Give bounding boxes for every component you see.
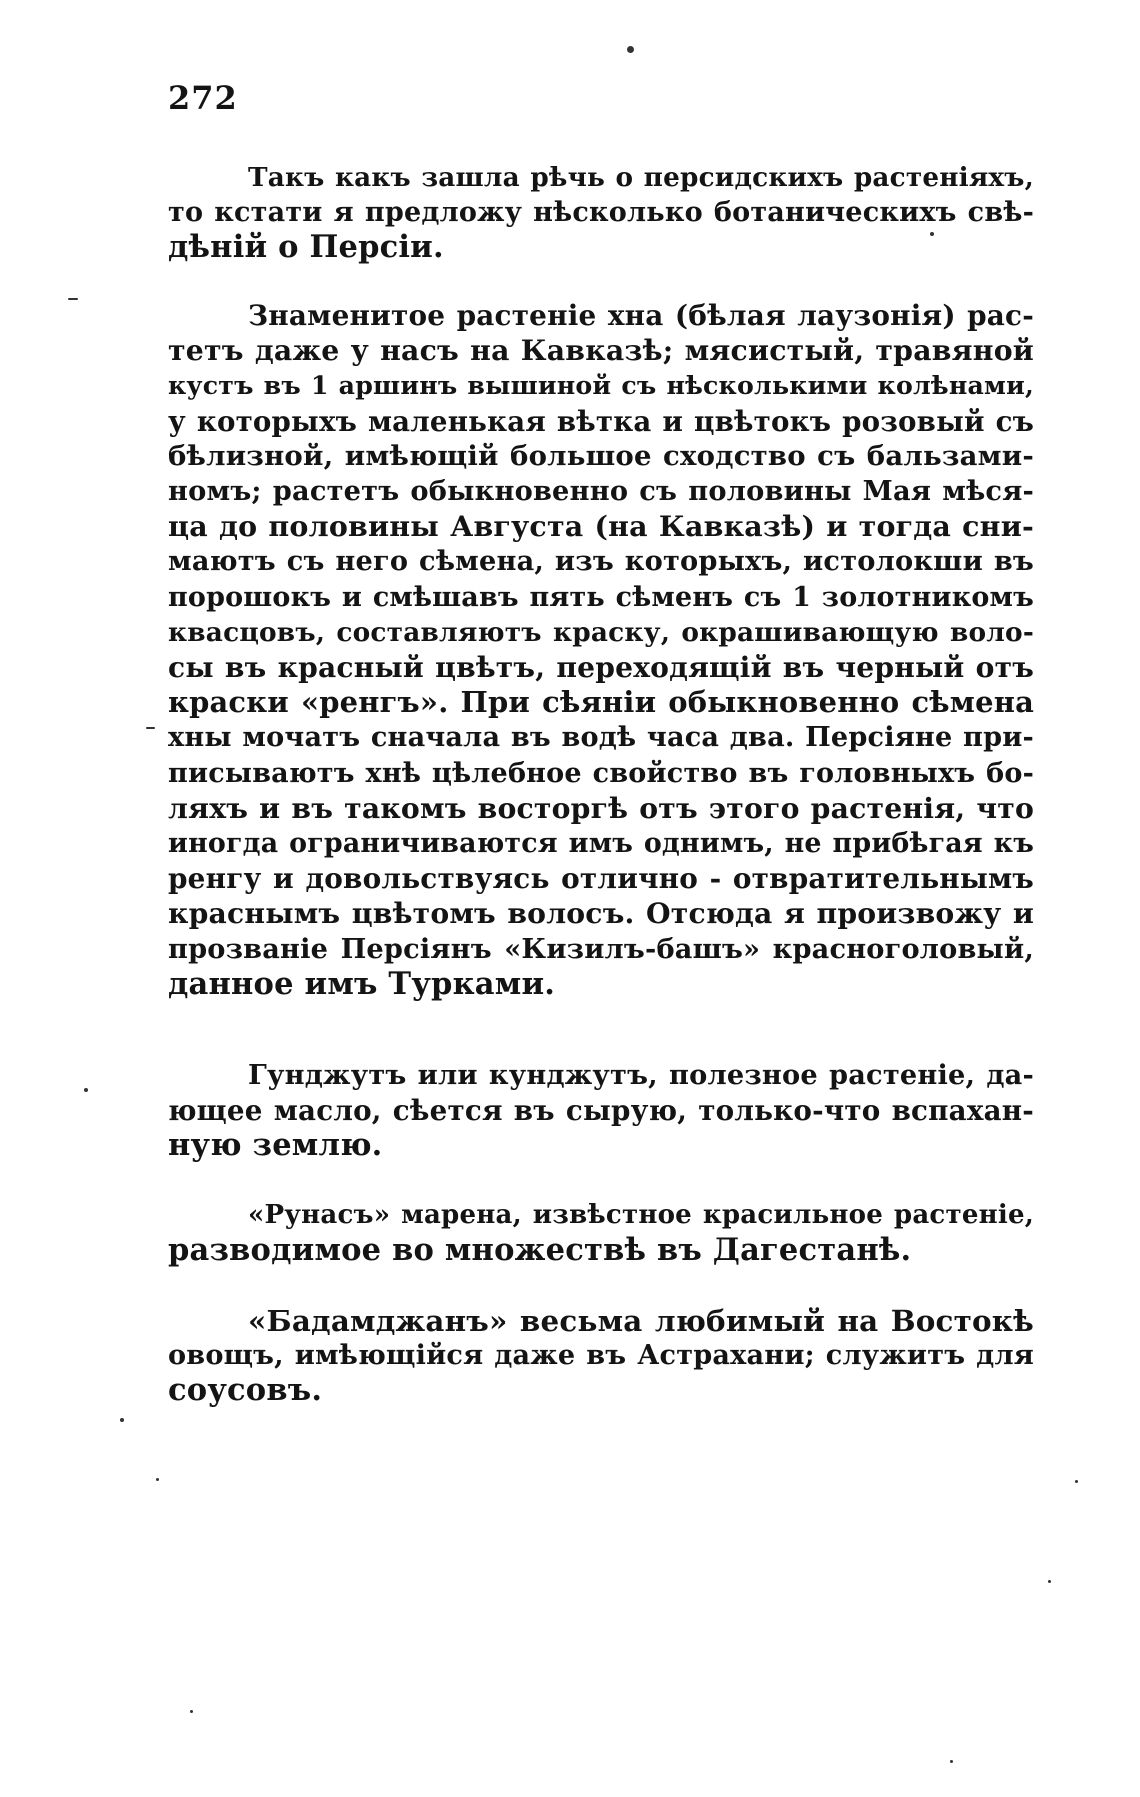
scan-speck [68,298,78,300]
paragraph-henna [168,298,1034,1002]
text-line: разводимое во множествѣ въ Дагестанѣ. [168,1232,912,1269]
text-line: краснымъ цвѣтомъ волосъ. Отсюда я произвожу и [168,896,1034,931]
scan-speck [146,727,155,729]
text-line: дѣній о Персіи. [168,229,444,266]
text-line: то кстати я предложу нѣсколько ботаническихъ свѣ- [168,197,1034,229]
text-line: прозваніе Персіянъ «Кизилъ-башъ» красноголовый, [168,932,1034,965]
scan-speck [627,46,634,53]
text-line: «Рунасъ» марена, извѣстное красильное растеніе, [248,1200,1034,1230]
text-line: порошокъ и смѣшавъ пять сѣменъ съ 1 золотникомъ [168,581,1034,613]
text-line: ца до половины Августа (на Кавказѣ) и тогда сни- [168,509,1034,544]
text-line: данное имъ Турками. [168,965,556,1002]
scan-speck [930,232,934,236]
text-line: «Бадамджанъ» весьма любимый на Востокѣ [248,1303,1034,1338]
text-line: Знаменитое растеніе хна (бѣлая лаузонія) рас- [248,299,1034,332]
text-line: овощъ, имѣющійся даже въ Астрахани; служитъ для [168,1340,1034,1372]
text-line: у которыхъ маленькая вѣтка и цвѣтокъ розовый съ [168,404,1034,438]
text-line: ляхъ и въ такомъ восторгѣ отъ этого растенія, что [168,790,1034,825]
paragraph-madder [168,1198,1034,1268]
scan-speck [120,1418,124,1422]
text-line: ренгу и довольствуясь отлично - отвратительнымъ [168,862,1034,896]
text-line: соусовъ. [168,1372,323,1409]
paragraph-sesame [168,1058,1034,1164]
text-line: хны мочатъ сначала въ водѣ часа два. Персіяне при- [168,722,1034,754]
page-number: 272 [168,79,238,117]
scan-speck [190,1710,193,1713]
scan-speck [84,1088,88,1092]
text-line: ную землю. [168,1127,383,1164]
text-line: иногда ограничиваются имъ однимъ, не прибѣгая къ [168,828,1034,860]
text-line: Гунджутъ или кунджутъ, полезное растеніе, да- [248,1059,1034,1091]
text-line: маютъ съ него сѣмена, изъ которыхъ, истолокши въ [168,545,1034,578]
text-line: номъ; растетъ обыкновенно съ половины Мая мѣся- [168,475,1034,508]
text-line: писываютъ хнѣ цѣлебное свойство въ головныхъ бо- [168,757,1034,789]
paragraph-persian-plants-intro [168,160,1034,266]
scan-speck [1048,1580,1051,1583]
text-line: квасцовъ, составляютъ краску, окрашивающую воло- [168,616,1034,648]
paragraph-eggplant [168,1303,1034,1409]
scan-speck [1075,1480,1078,1483]
scan-speck [156,1478,159,1481]
text-line: сы въ красный цвѣтъ, переходящій въ черный отъ [168,651,1034,685]
text-line: краски «ренгъ». При сѣяніи обыкновенно сѣмена [168,685,1034,720]
text-line: кустъ въ 1 аршинъ вышиной съ нѣсколькими колѣнами, [168,370,1034,401]
text-line: ющее масло, сѣется въ сырую, только-что вспахан- [168,1094,1034,1128]
text-line: тетъ даже у насъ на Кавказѣ; мясистый, травяной [168,333,1034,368]
text-line: бѣлизной, имѣющій большое сходство съ бальзами- [168,439,1034,472]
scan-speck [950,1760,953,1763]
text-line: Такъ какъ зашла рѣчь о персидскихъ растеніяхъ, [248,162,1034,193]
